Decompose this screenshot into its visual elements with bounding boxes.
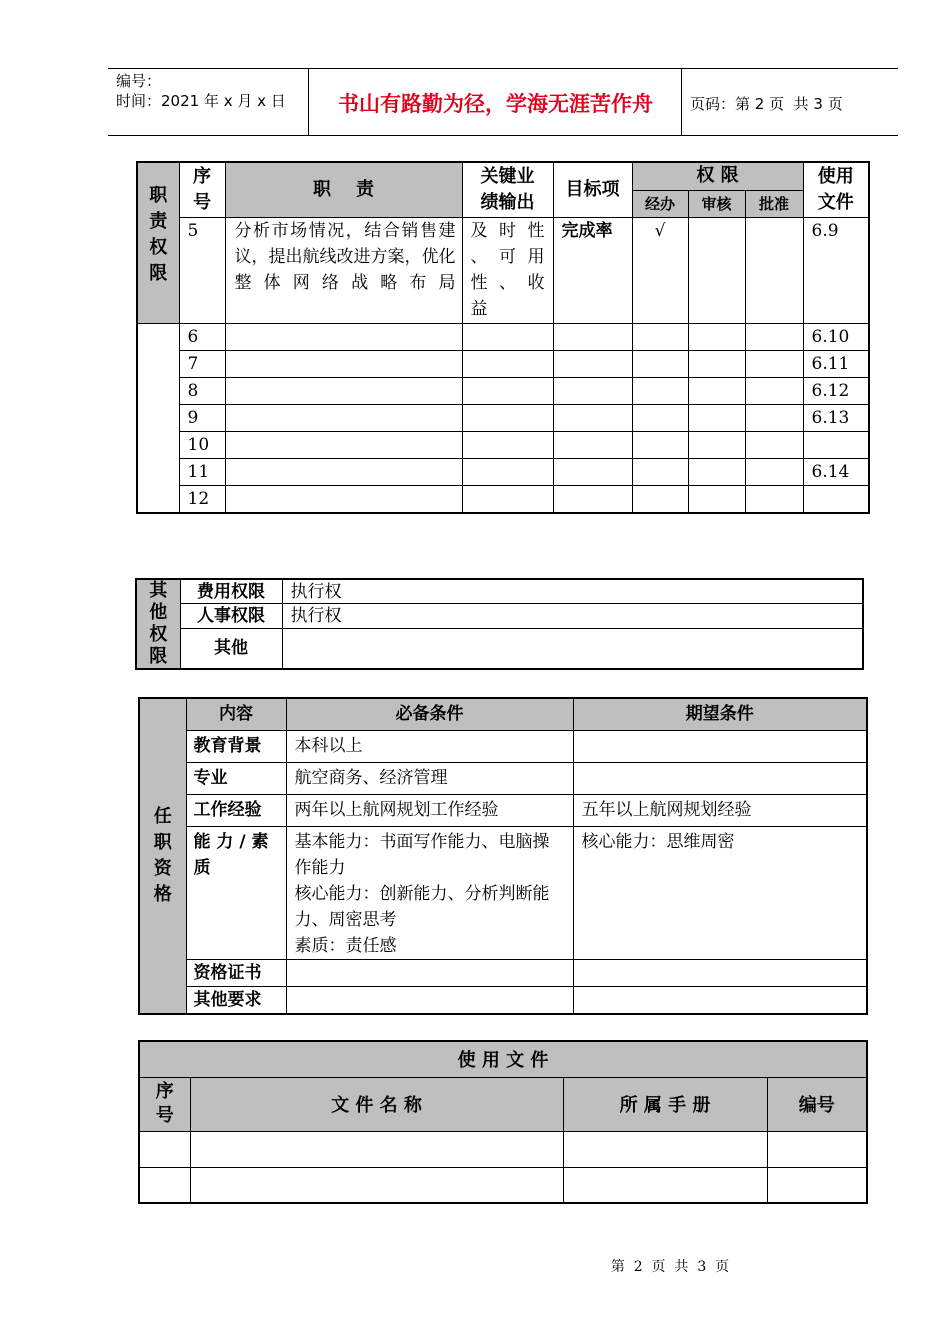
- table-row: [139, 959, 867, 986]
- qualification-required: 航空商务、经济管理: [286, 762, 573, 794]
- other-authority-label: 人事权限: [180, 604, 282, 629]
- table-row: [137, 431, 869, 458]
- duties-section-label: 职责权限: [137, 162, 179, 323]
- table-row: [136, 628, 863, 669]
- header-expected: 期望条件: [573, 698, 867, 730]
- header-handle: 经办: [632, 190, 688, 217]
- row-doc: 6.12: [803, 377, 869, 404]
- qualification-expected: [573, 730, 867, 762]
- qualification-label: 工作经验: [186, 794, 286, 826]
- qualification-expected: [573, 959, 867, 986]
- table-row: [139, 794, 867, 826]
- qualification-expected: 核心能力：思维周密: [573, 826, 867, 959]
- header-docs: 使用文件: [803, 162, 869, 217]
- header-top-rule: [108, 68, 898, 69]
- other-authority-label: 其他: [180, 628, 282, 669]
- document-number-label: 编号：: [116, 72, 162, 90]
- qualification-expected: [573, 986, 867, 1014]
- table-row: [139, 986, 867, 1014]
- table-row: [139, 1167, 867, 1203]
- row-seq: 8: [179, 377, 225, 404]
- row-seq: 5: [179, 217, 225, 323]
- qualification-required: [286, 959, 573, 986]
- qualification-required: 本科以上: [286, 730, 573, 762]
- qualification-label: 资格证书: [186, 959, 286, 986]
- table-row: [137, 485, 869, 513]
- row-doc: [803, 485, 869, 513]
- table-row: [139, 762, 867, 794]
- row-seq: 10: [179, 431, 225, 458]
- documents-header-manual: 所 属 手 册: [563, 1077, 767, 1131]
- header-required: 必备条件: [286, 698, 573, 730]
- row-doc: [803, 431, 869, 458]
- header-content: 内容: [186, 698, 286, 730]
- header-approve: 批准: [745, 190, 803, 217]
- row-doc: 6.13: [803, 404, 869, 431]
- row-doc: 6.14: [803, 458, 869, 485]
- document-time-label: 时间：2021 年 x 月 x 日: [116, 92, 286, 110]
- other-authority-value: 执行权: [282, 579, 863, 604]
- row-seq: 9: [179, 404, 225, 431]
- header-duty: 职 责: [225, 162, 462, 217]
- row-target: 完成率: [553, 217, 632, 323]
- row-doc: 6.11: [803, 350, 869, 377]
- qualification-required: 两年以上航网规划工作经验: [286, 794, 573, 826]
- row-doc: 6.9: [803, 217, 869, 323]
- duties-table: [136, 161, 870, 514]
- row-duty: 分析市场情况，结合销售建议，提出航线改进方案，优化整体网络战略布局: [225, 217, 462, 323]
- header-target: 目标项: [553, 162, 632, 217]
- header-page-code: 页码：第 2 页 共 3 页: [690, 95, 843, 113]
- documents-table: [138, 1040, 868, 1204]
- table-row: [136, 579, 863, 604]
- other-authority-label: 费用权限: [180, 579, 282, 604]
- qualifications-table: [138, 697, 868, 1015]
- table-row: [139, 1131, 867, 1167]
- header-seq: 序号: [179, 162, 225, 217]
- table-row: [137, 377, 869, 404]
- other-authority-section-label: 其他权限: [136, 579, 180, 669]
- table-row: [139, 730, 867, 762]
- qualification-expected: 五年以上航网规划经验: [573, 794, 867, 826]
- other-authority-value: 执行权: [282, 604, 863, 629]
- other-authority-table: [135, 578, 864, 670]
- documents-header-seq: 序号: [139, 1077, 190, 1131]
- row-seq: 7: [179, 350, 225, 377]
- row-review: [688, 217, 745, 323]
- row-seq: 6: [179, 323, 225, 350]
- row-handle-check: √: [632, 217, 688, 323]
- header-divider-1: [308, 68, 309, 135]
- qualification-required: 基本能力：书面写作能力、电脑操作能力 核心能力：创新能力、分析判断能力、周密思考 素质：责任感: [286, 826, 573, 959]
- header-kpi: 关键业绩输出: [462, 162, 553, 217]
- row-seq: 11: [179, 458, 225, 485]
- header-review: 审核: [688, 190, 745, 217]
- other-authority-value: [282, 628, 863, 669]
- documents-title: 使 用 文 件: [139, 1041, 867, 1077]
- qualification-label: 专业: [186, 762, 286, 794]
- row-approve: [745, 217, 803, 323]
- documents-header-name: 文 件 名 称: [190, 1077, 563, 1131]
- header-authority: 权 限: [632, 162, 803, 190]
- table-row: [137, 458, 869, 485]
- qualification-label: 教育背景: [186, 730, 286, 762]
- header-divider-2: [681, 68, 682, 135]
- table-row: [136, 604, 863, 629]
- footer-page-number: 第 2 页 共 3 页: [610, 1259, 730, 1275]
- table-row: [139, 826, 867, 959]
- qualification-required: [286, 986, 573, 1014]
- duties-side-blank: [137, 323, 179, 513]
- row-kpi: 及 时 性 、 可 用 性 、 收益: [462, 217, 553, 323]
- table-row: [137, 217, 869, 323]
- table-row: [137, 404, 869, 431]
- qualification-label: 能 力 / 素质: [186, 826, 286, 959]
- header-bottom-rule: [108, 135, 898, 136]
- row-seq: 12: [179, 485, 225, 513]
- row-doc: 6.10: [803, 323, 869, 350]
- qualification-label: 其他要求: [186, 986, 286, 1014]
- table-row: [137, 323, 869, 350]
- table-row: [137, 350, 869, 377]
- documents-header-code: 编号: [767, 1077, 867, 1131]
- qualification-expected: [573, 762, 867, 794]
- header-motto: 书山有路勤为径，学海无涯苦作舟: [338, 92, 653, 116]
- qualifications-section-label: 任职资格: [139, 698, 186, 1014]
